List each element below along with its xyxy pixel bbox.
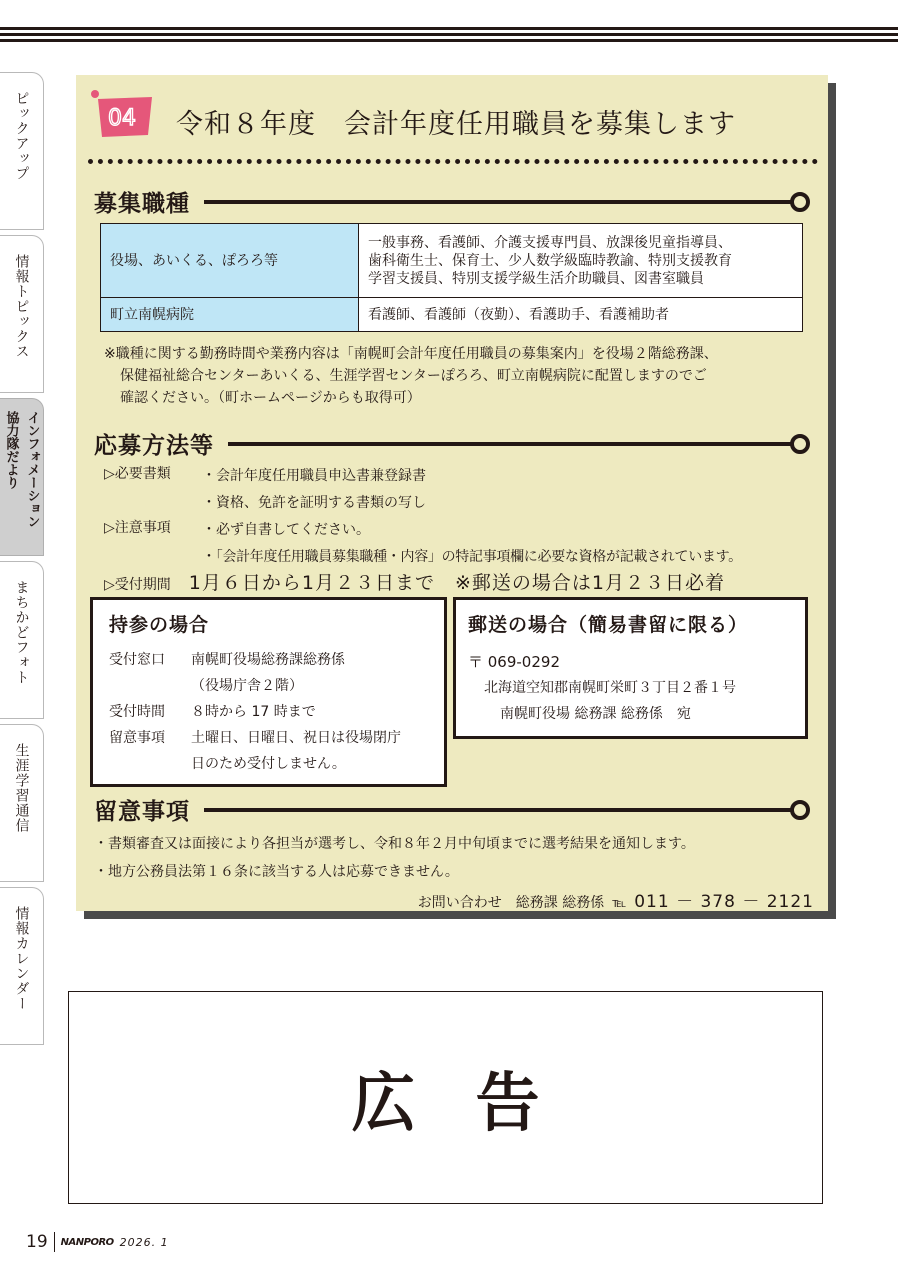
note-line: 保健福祉総合センターあいくる、生涯学習センターぽろろ、町立南幌病院に配置しますのでご: [120, 368, 707, 384]
window-value: 南幌町役場総務課総務係: [191, 652, 345, 668]
section-heading-notes: [94, 793, 810, 826]
table-cell-place: 役場、あいくる、ぽろろ等: [101, 224, 359, 298]
table-row: [101, 298, 803, 332]
top-rule-3: [0, 39, 898, 42]
in-person-box: [90, 597, 447, 787]
required-docs-label: ▷必要書類: [104, 466, 171, 482]
contact-info: [418, 887, 814, 912]
jobs-line: 看護師、看護師（夜勤）、看護助手、看護補助者: [368, 306, 669, 323]
side-tab-information[interactable]: [0, 398, 44, 556]
hours-value: ８時から 17 時まで: [191, 704, 316, 720]
mail-recipient: 南幌町役場 総務課 総務係 宛: [500, 706, 691, 722]
page-footer: [26, 1232, 169, 1252]
article-title: 令和８年度 会計年度任用職員を募集します: [176, 109, 736, 140]
reception-period: [104, 568, 725, 595]
advertisement-box: [68, 991, 823, 1204]
box-heading: 持参の場合: [109, 614, 210, 636]
jobs-table: [100, 223, 803, 332]
side-tab-label-line1: インフォメーション: [24, 411, 40, 528]
side-tab-label: 生涯学習通信: [13, 743, 30, 833]
by-mail-box: [453, 597, 808, 739]
top-rule-1: [0, 27, 898, 30]
article-panel: [76, 75, 828, 911]
section-heading-application: [94, 427, 810, 460]
top-rule-2: [0, 33, 898, 36]
side-tab-learning[interactable]: [0, 724, 44, 882]
footer-divider: [54, 1232, 55, 1252]
caution-item: ・必ず自書してください。: [202, 522, 370, 538]
notes-value-2: 日のため受付しません。: [191, 756, 346, 772]
section-heading-text: 募集職種: [94, 191, 190, 217]
jobs-line: 学習支援員、特別支援学級生活介助職員、図書室職員: [368, 270, 704, 287]
heading-rule-end-icon: [790, 800, 810, 820]
jobs-note: [104, 343, 814, 409]
section-heading-text: 留意事項: [94, 799, 190, 825]
tel-icon: ℡: [612, 896, 627, 911]
contact-tel: 011 － 378 － 2121: [634, 892, 814, 912]
side-tab-label: [2, 411, 42, 555]
side-tab-label-line2: 協力隊だより: [3, 411, 19, 489]
side-tab-label: まちかどフォト: [13, 580, 30, 685]
heading-rule: [204, 200, 792, 204]
caution: [104, 517, 742, 571]
side-tab-label: 情報カレンダー: [13, 906, 30, 1011]
period-value: 1月６日から1月２３日まで ※郵送の場合は1月２３日必着: [188, 572, 725, 594]
note-line: 確認ください。（町ホームページからも取得可）: [120, 390, 421, 406]
side-tab-label: 情報トピックス: [13, 254, 30, 359]
side-tab-photo[interactable]: [0, 561, 44, 719]
page-number: 19: [26, 1232, 48, 1252]
side-tab-topics[interactable]: [0, 235, 44, 393]
table-cell-place: 町立南幌病院: [101, 298, 359, 332]
side-tab-calendar[interactable]: [0, 887, 44, 1045]
notes-item: ・地方公務員法第１６条に該当する人は応募できません。: [94, 864, 459, 880]
notes-row: [109, 725, 428, 777]
heading-rule: [228, 442, 792, 446]
window-row: [109, 647, 428, 699]
issue-date: 2026. 1: [119, 1235, 169, 1249]
caution-label: ▷注意事項: [104, 520, 171, 536]
box-heading: 郵送の場合（簡易書留に限る）: [468, 614, 749, 636]
magazine-logo: NANPORO: [60, 1236, 114, 1248]
side-tab-pickup[interactable]: [0, 72, 44, 230]
window-value-2: （役場庁舎２階）: [191, 678, 303, 694]
side-tab-label: ピックアップ: [13, 91, 30, 181]
period-label: ▷受付期間: [104, 577, 171, 593]
advertisement-text: 広告: [351, 1066, 600, 1141]
note-line: ※職種に関する勤務時間や業務内容は「南幌町会計年度任用職員の募集案内」を役場２階総務課、: [104, 346, 718, 362]
required-doc-item: ・資格、免許を証明する書類の写し: [202, 495, 426, 511]
flag-number-icon: [90, 89, 162, 139]
notes-label: 留意事項: [109, 730, 165, 746]
mail-address: 北海道空知郡南幌町栄町３丁目２番１号: [484, 680, 736, 696]
table-cell-jobs: [359, 298, 803, 332]
jobs-line: 歯科衛生士、保育士、少人数学級臨時教諭、特別支援教育: [368, 252, 732, 269]
heading-rule-end-icon: [790, 434, 810, 454]
heading-rule-end-icon: [790, 192, 810, 212]
notes-item: ・書類審査又は面接により各担当が選考し、令和８年２月中旬頃までに選考結果を通知します。: [94, 836, 695, 852]
postal-code: 〒 069-0292: [468, 653, 560, 671]
section-heading-jobs: [94, 185, 810, 218]
article-number: 04: [108, 106, 136, 131]
window-label: 受付窓口: [109, 652, 165, 668]
table-row: [101, 224, 803, 298]
required-doc-item: ・会計年度任用職員申込書兼登録書: [202, 468, 426, 484]
caution-item: ・「会計年度任用職員募集職種・内容」の特記事項欄に必要な資格が記載されています。: [202, 549, 742, 565]
hours-row: [109, 699, 428, 725]
contact-label: お問い合わせ 総務課 総務係: [417, 895, 605, 911]
section-heading-text: 応募方法等: [94, 433, 214, 459]
hours-label: 受付時間: [109, 704, 165, 720]
jobs-line: 一般事務、看護師、介護支援専門員、放課後児童指導員、: [368, 234, 732, 251]
table-cell-jobs: [359, 224, 803, 298]
heading-rule: [204, 808, 792, 812]
notes-value: 土曜日、日曜日、祝日は役場閉庁: [191, 730, 401, 746]
dotted-divider: [88, 159, 818, 164]
required-docs: [104, 463, 426, 517]
